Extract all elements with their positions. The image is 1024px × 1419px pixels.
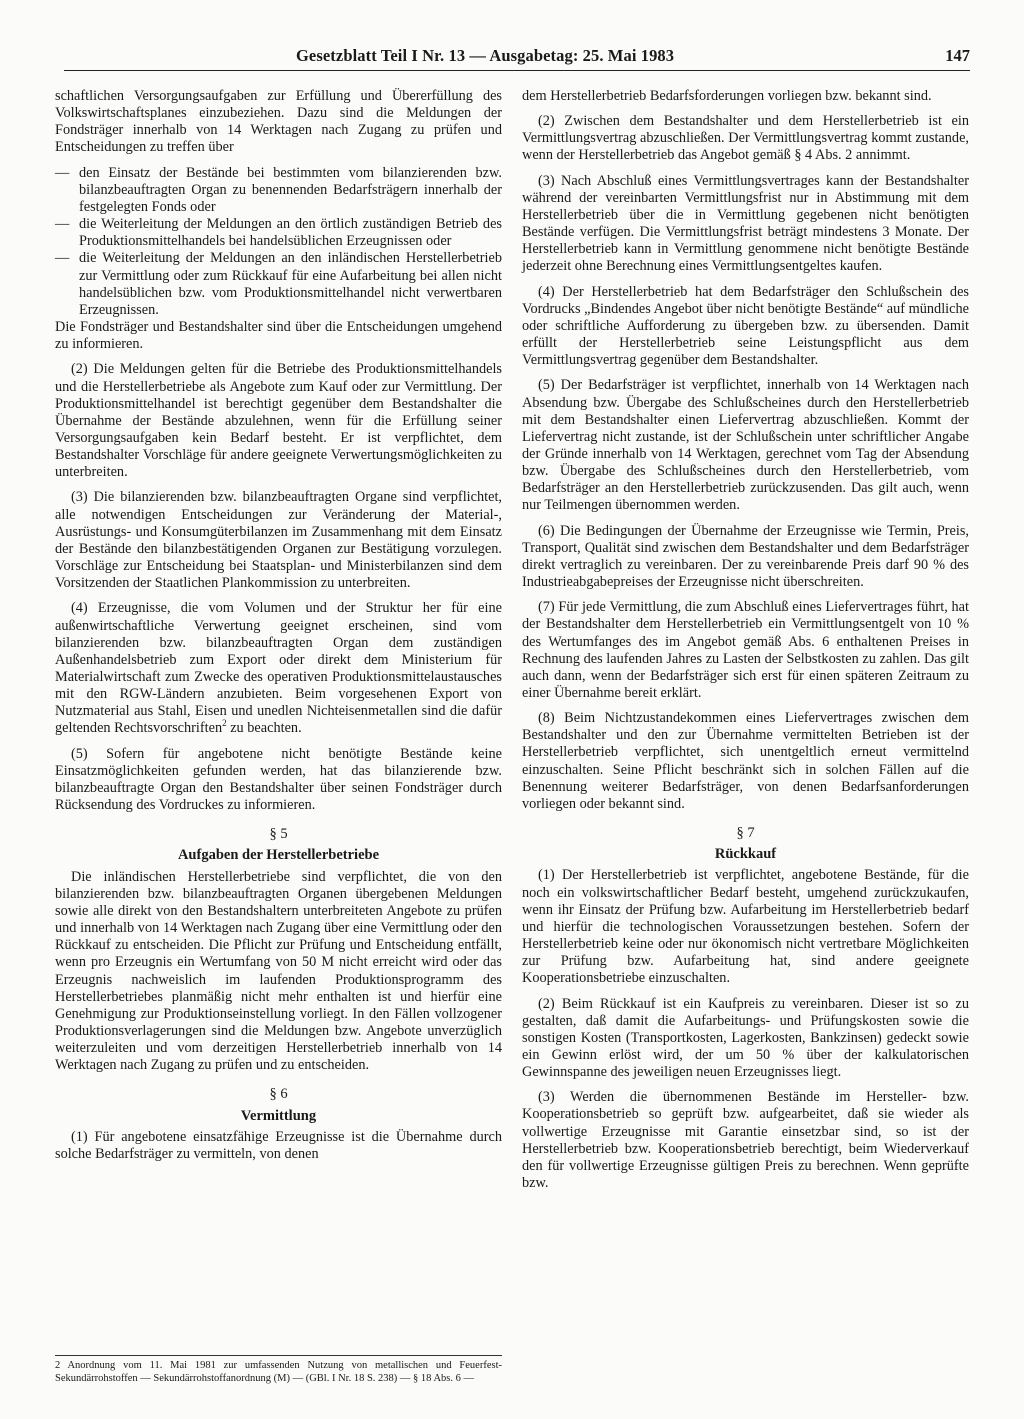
- list-item: [55, 250, 502, 319]
- section-title: Rückkauf: [714, 846, 777, 863]
- page-number: 147: [945, 46, 970, 65]
- paragraph-4-2: (2) Die Meldungen gelten für die Betriebe des Produktionsmittelhandels und die Herstellerbetriebe als Angebote zum Kauf oder zur Vermittlung. Der Produktionsmittelhandel ist berechtigt gegenüber dem Bestandshalter die Übernahme der Bestände abzulehnen, wenn für die Erfüllung seiner Versorgungsaufgaben kein Bedarf besteht. Er ist verpflichtet, dem Bestandshalter Vorschläge für andere geeignete Verwertungsmöglichkeiten zu unterbreiten.: [55, 361, 502, 481]
- list-item: [55, 165, 502, 216]
- section-number: § 6: [269, 1086, 288, 1103]
- paragraph-text: zu beachten.: [226, 720, 302, 737]
- paragraph-fonds: Die Fondsträger und Bestandshalter sind über die Entscheidungen umgehend zu informieren.: [55, 319, 502, 353]
- paragraph-4-4: [55, 600, 502, 737]
- paragraph-6-4: (4) Der Herstellerbetrieb hat dem Bedarfsträger den Schlußschein des Vordrucks „Bindendes Angebot über nicht benötigte Bestände“ auf mündliche oder schriftliche Aufforderung zu übergeben bzw. zu übersenden. Damit erfüllt der Herstellerbetrieb seine Leistungspflicht aus dem Vermittlungsvertrag gegenüber dem Bestandshalter.: [522, 283, 969, 369]
- paragraph-continuation: dem Herstellerbetrieb Bedarfsforderungen vorliegen bzw. bekannt sind.: [522, 88, 932, 104]
- paragraph-text: (4) Erzeugnisse, die vom Volumen und der Struktur her für eine außenwirtschaftliche Verwertung geeignet erscheinen, sind vom bilanzierenden bzw. bilanzbeauftragten Organ dem zuständigen Außenhandelsbetrieb zum Export oder direkt dem Ministerium für Materialwirtschaft zum Zwecke des operativen Produktionsmittelaustausches mit den RGW-Ländern anzubieten. Beim vorgesehenen Export von Nutzmaterial aus Stahl, Eisen und unedlen Nichteisenmetallen sind die dafür geltenden Rechtsvorschriften: [55, 600, 502, 737]
- paragraph-7-2: (2) Beim Rückkauf ist ein Kaufpreis zu vereinbaren. Dieser ist so zu gestalten, daß damit die Aufarbeitungs- und Prüfungskosten sowie die sonstigen Kosten (Transportkosten, Lagerkosten, Bankzinsen) gedeckt sowie ein Gewinn erlöst wird, der um 50 % über der kalkulatorischen Gewinnspanne des jeweiligen neuen Erzeugnisses liegt.: [522, 995, 969, 1081]
- paragraph-intro: schaftlichen Versorgungsaufgaben zur Erfüllung und Übererfüllung des Volkswirtschaftsplanes einzubeziehen. Dazu sind die Meldungen der Fondsträger innerhalb von 14 Werktagen nach Zugang zu prüfen und Entscheidungen zu treffen über: [55, 88, 502, 156]
- dash-marker: —: [55, 250, 70, 267]
- dash-marker: —: [55, 216, 70, 233]
- list-item-text: die Weiterleitung der Meldungen an den inländischen Herstellerbetrieb zur Vermittlung oder zum Rückkauf für eine Aufarbeitung bei allen nicht handelsüblichen bzw. vom Produktionsmittelhandel nicht verwertbaren Erzeugnissen.: [79, 250, 502, 318]
- section-number: § 5: [269, 826, 288, 843]
- paragraph-6-1: (1) Für angebotene einsatzfähige Erzeugnisse ist die Übernahme durch solche Bedarfsträger zu vermitteln, von denen: [55, 1128, 502, 1162]
- dash-list: [55, 165, 502, 319]
- paragraph-6-7: (7) Für jede Vermittlung, die zum Abschluß eines Liefervertrages führt, hat der Bestandshalter dem Herstellerbetrieb ein Vermittlungsentgelt von 10 % des Wertumfanges des im Angebot gemäß Abs. 6 enthaltenen Preises in Rechnung des laufenden Jahres zu Lasten der Selbstkosten zu zahlen. Das gilt auch dann, wenn der Bedarfsträger sich erst für einen späteren Zeitraum zu einer Übernahme bereit erklärt.: [522, 599, 969, 701]
- paragraph-6-8: (8) Beim Nichtzustandekommen eines Liefervertrages zwischen dem Bestandshalter und den zur Übernahme vermittelten Betrieben ist der Herstellerbetrieb verpflichtet, sich unentgeltlich erneut vermittelnd einzuschalten. Seine Pflicht beschränkt sich in solchen Fällen auf die Benennung weiterer Bedarfsträger, von denen Bedarfsanforderungen vorliegen oder bekannt sind.: [522, 710, 969, 812]
- list-item: [55, 216, 502, 250]
- paragraph-6-3: (3) Nach Abschluß eines Vermittlungsvertrages kann der Bestandshalter während der vereinbarten Vermittlungsfrist nur in Abstimmung mit dem Herstellerbetrieb über die in Vermittlung gegebenen nicht benötigten Bestände verfügen. Die Vermittlungsfrist beträgt mindestens 3 Monate. Der Herstellerbetrieb kann in Vermittlung genommene nicht benötigte Bestände jederzeit ohne Berechnung eines Vermittlungsentgeltes kaufen.: [522, 172, 969, 275]
- paragraph-5: Die inländischen Herstellerbetriebe sind verpflichtet, die von den bilanzierenden bzw. bilanzbeauftragten Organen übergebenen Meldungen sowie alle direkt von den Bestandshaltern unterbreiteten Angebote zu prüfen und innerhalb von 14 Werktagen nach Zugang über eine Vermittlung oder den Rückkauf zu entscheiden. Die Pflicht zur Prüfung und Entscheidung entfällt, wenn pro Erzeugnis ein Wertumfang von 50 M nicht erreicht wird oder das Erzeugnis nachweislich im laufenden Produktionsprogramm des Herstellerbetriebes planmäßig nicht mehr enthalten ist und hierfür eine Genehmigung zur Produktionseinstellung vorliegt. In den Fällen vollzogener Produktionsverlagerungen sind die Meldungen bzw. Angebote unverzüglich weiterzuleiten und vom derzeitigen Herstellerbetrieb innerhalb von 14 Werktagen nach Zugang zu prüfen und zu entscheiden.: [55, 868, 502, 1074]
- section-title: Vermittlung: [240, 1107, 317, 1124]
- footnote: 2 Anordnung vom 11. Mai 1981 zur umfassenden Nutzung von metallischen und Feuerfest-Sekundärrohstoffen — Sekundärrohstoffanordnung (M) — (GBl. I Nr. 18 S. 238) — § 18 Abs. 6 —: [55, 1355, 502, 1385]
- dash-marker: —: [55, 164, 70, 181]
- paragraph-4-3: (3) Die bilanzierenden bzw. bilanzbeauftragten Organe sind verpflichtet, alle notwendigen Entscheidungen zur Veränderung der Material-, Ausrüstungs- und Konsumgüterbilanzen im Zusammenhang mit dem Einsatz der Bestände den bilanzbestätigenden Organen zur Bestätigung vorzulegen. Vorschläge zur Entscheidung bei Staatsplan- und Ministerbilanzen sind dem Vorsitzenden der Staatlichen Plankommission zu unterbreiten.: [55, 489, 502, 592]
- page-header: [64, 44, 970, 71]
- paragraph-6-5: (5) Der Bedarfsträger ist verpflichtet, innerhalb von 14 Werktagen nach Absendung bzw. Übergabe des Schlußscheines durch den Herstellerbetrieb mit dem Bestandshalter einen Liefervertrag abzuschließen. Kommt der Liefervertrag nicht zustande, ist der Schlußschein unter schriftlicher Angabe der Gründe innerhalb von 14 Werktagen, gerechnet vom Tag der Absendung bzw. Übergabe des Schlußscheines durch den Herstellerbetrieb, vom Bedarfsträger an den Herstellerbetrieb zurückzusenden. Das gilt auch, wenn nur Teilmengen übernommen werden.: [522, 377, 969, 514]
- section-number: § 7: [736, 825, 755, 842]
- paragraph-6-2: (2) Zwischen dem Bestandshalter und dem Herstellerbetrieb ist ein Vermittlungsvertrag abzuschließen. Der Vermittlungsvertrag kommt zustande, wenn der Herstellerbetrieb das Angebot gemäß § 4 Abs. 2 annimmt.: [522, 113, 969, 164]
- paragraph-7-1: (1) Der Herstellerbetrieb ist verpflichtet, angebotene Bestände, für die noch ein volkswirtschaftlicher Bedarf besteht, umgehend zurückzukaufen, wenn ihr Einsatz der Prüfung bzw. Aufarbeitung im Herstellerbetrieb bedarf und hierfür die technologischen Voraussetzungen bestehen. Sofern der Herstellerbetrieb keine oder nur ökonomisch nicht vertretbare Möglichkeiten zur Prüfung bzw. Aufarbeitung hat, sind andere geeignete Kooperationsbetriebe einzuschalten.: [522, 867, 969, 987]
- section-title: Aufgaben der Herstellerbetriebe: [177, 847, 380, 864]
- list-item-text: die Weiterleitung der Meldungen an den örtlich zuständigen Betrieb des Produktionsmittelhandels bei handelsüblichen Erzeugnissen oder: [79, 216, 502, 250]
- paragraph-4-5: (5) Sofern für angebotene nicht benötigte Bestände keine Einsatzmöglichkeiten gefunden werden, hat das bilanzierende bzw. bilanzbeauftragte Organ den Bestandshalter über seinen Fondsträger durch Rücksendung des Vordruckes zu informieren.: [55, 745, 502, 814]
- right-column: [522, 88, 969, 1200]
- paragraph-6-6: (6) Die Bedingungen der Übernahme der Erzeugnisse wie Termin, Preis, Transport, Qualität sind zwischen dem Bestandshalter und dem Bedarfsträger direkt vertraglich zu vereinbaren. Der zu vereinbarende Preis darf 90 % des Industrieabgabepreises der Erzeugnisse nicht überschreiten.: [522, 522, 969, 591]
- footnote-ref[interactable]: 2: [222, 718, 227, 729]
- paragraph-7-3: (3) Werden die übernommenen Bestände im Hersteller- bzw. Kooperationsbetrieb so geprüft bzw. aufgearbeitet, daß sie wieder als vollwertige Erzeugnisse mit Garantie einsetzbar sind, so ist der Herstellerbetrieb bzw. Kooperationsbetrieb berechtigt, beim Wiederverkauf den für vollwertige Erzeugnisse gültigen Preis zu berechnen. Wenn geprüfte bzw.: [522, 1089, 969, 1192]
- header-title: Gesetzblatt Teil I Nr. 13 — Ausgabetag: 25. Mai 1983: [296, 46, 675, 65]
- left-column: [55, 88, 502, 1171]
- list-item-text: den Einsatz der Bestände bei bestimmten vom bilanzierenden bzw. bilanzbeauftragten Organ zu benennenden Bedarfsträgern innerhalb der festgelegten Fonds oder: [79, 164, 502, 215]
